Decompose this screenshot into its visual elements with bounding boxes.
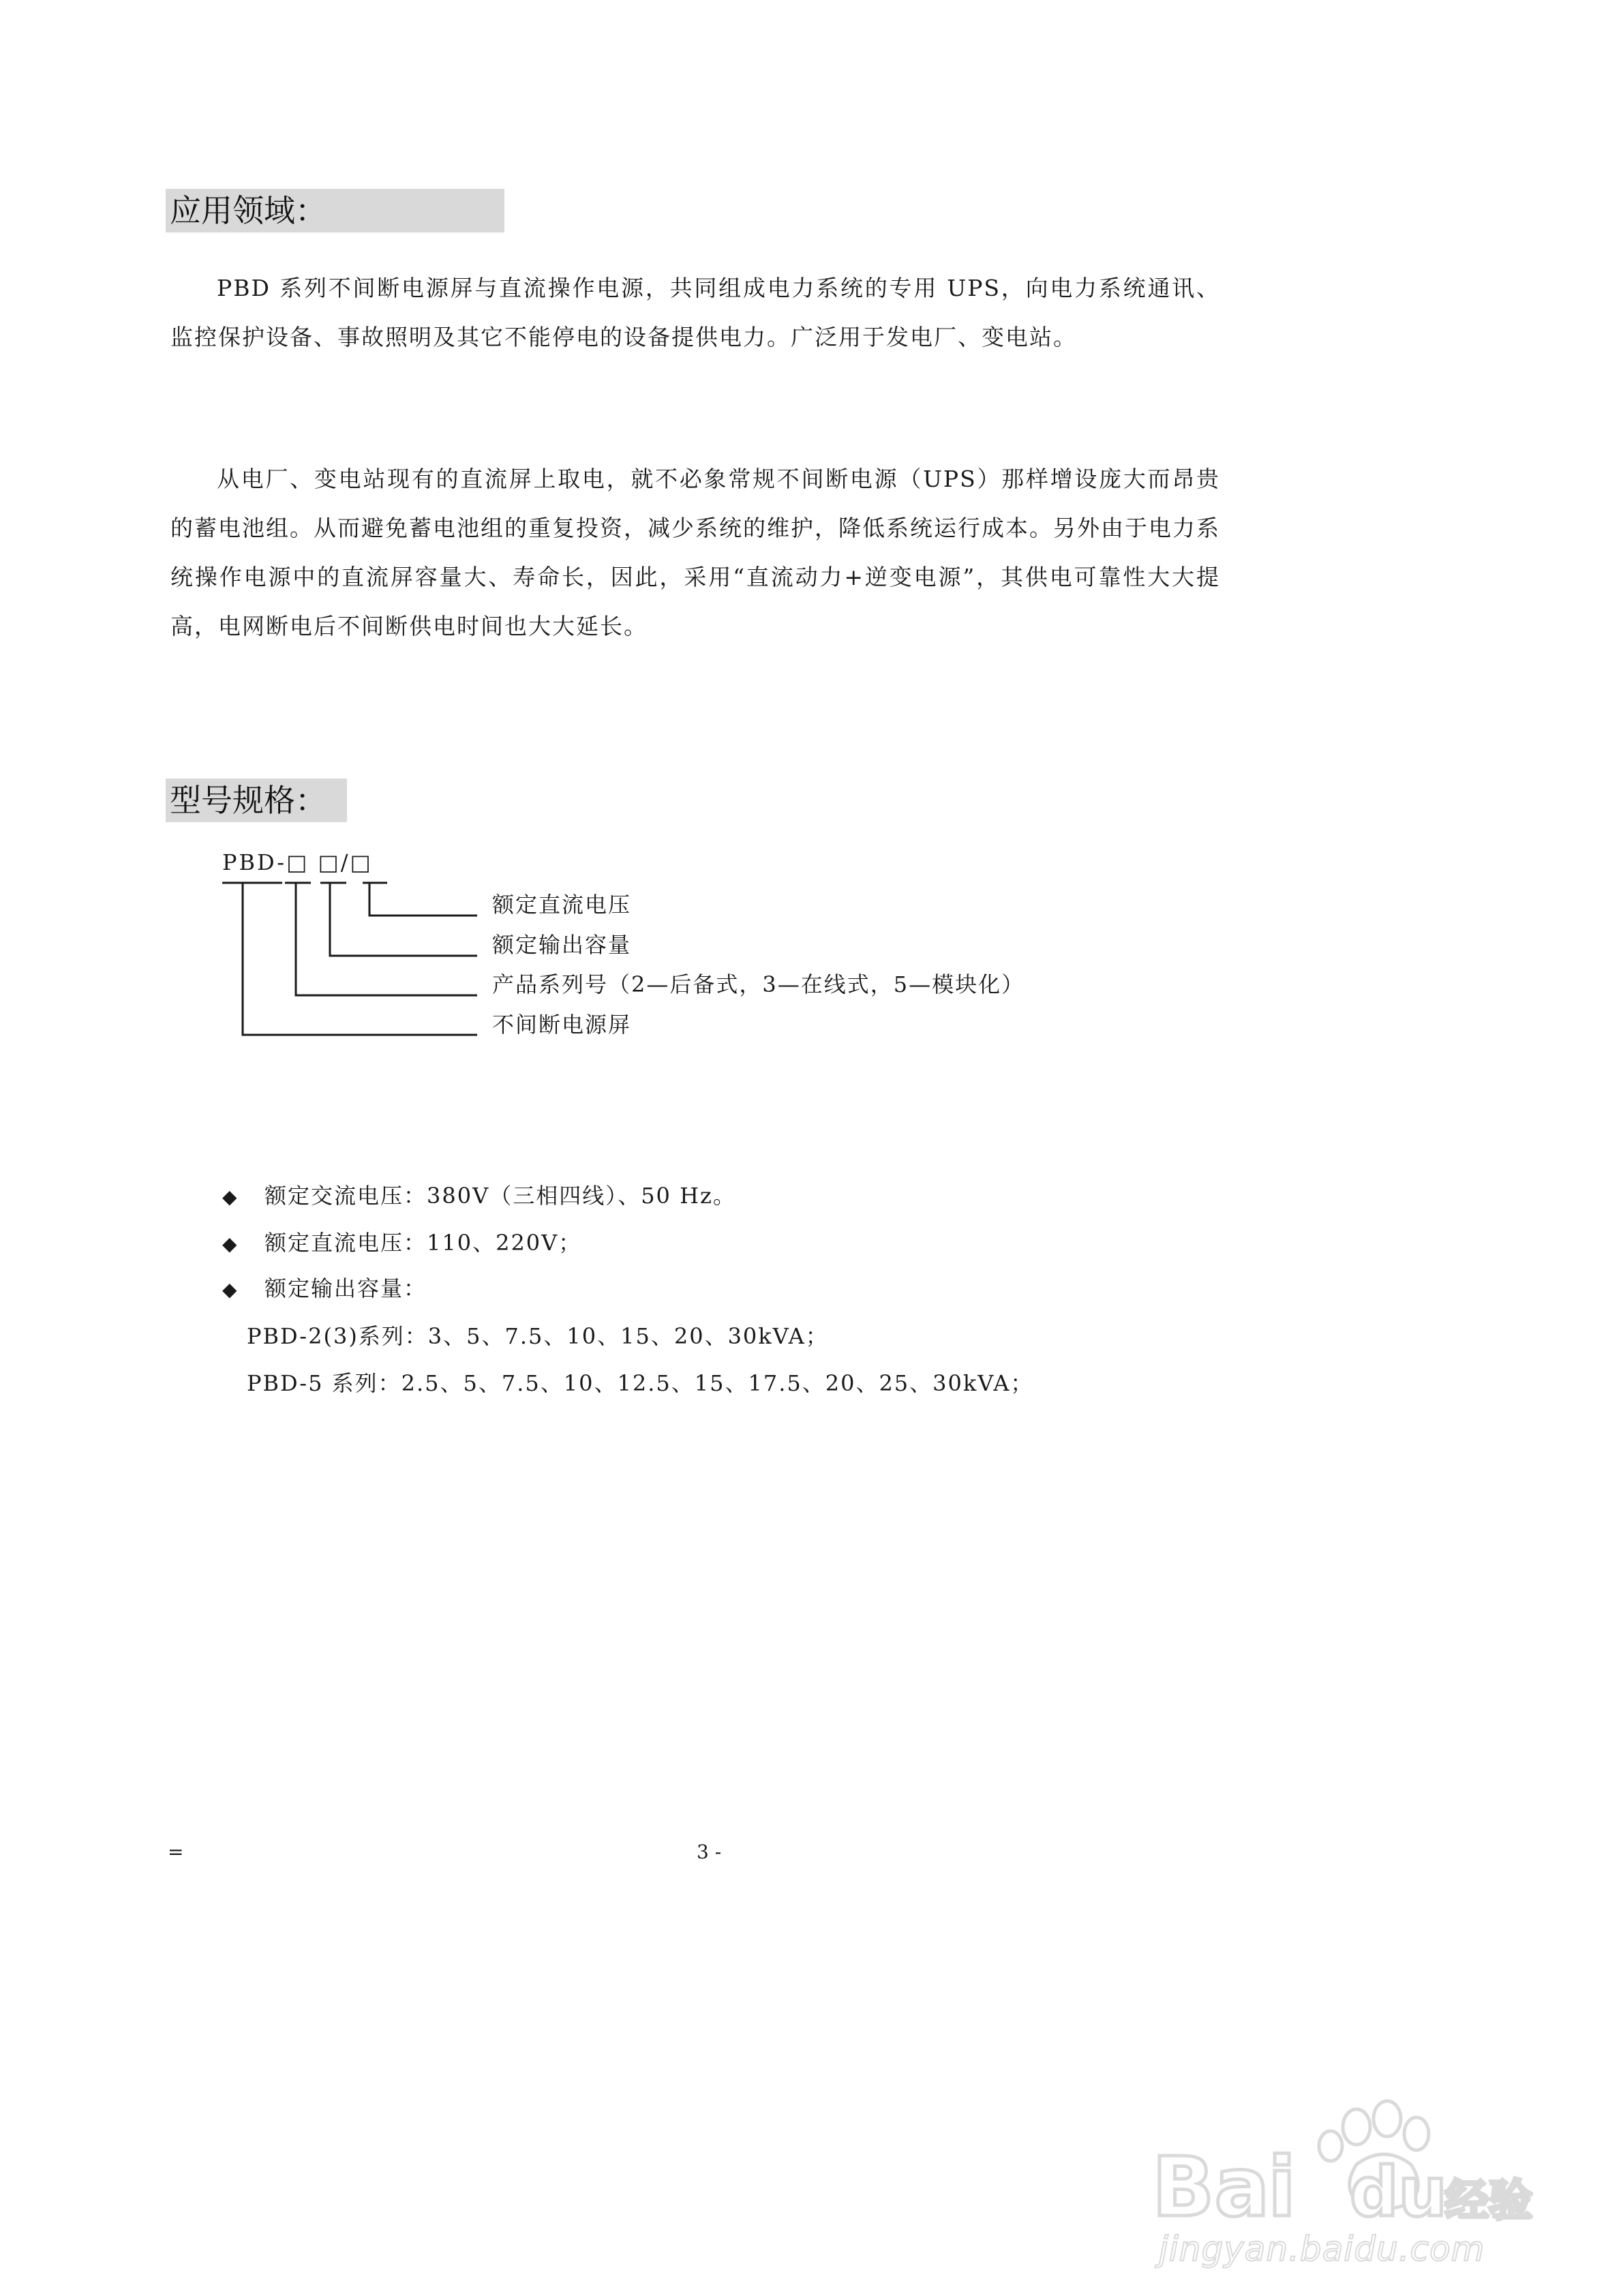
section-heading-application: 应用领域： bbox=[166, 189, 504, 232]
capacity-line-pbd-2-3: PBD-2(3)系列：3、5、7.5、10、15、20、30kVA； bbox=[247, 1323, 829, 1349]
footer-mark: = bbox=[168, 1841, 184, 1863]
spec-item bbox=[222, 1182, 736, 1211]
paragraph-intro: PBD 系列不间断电源屏与直流操作电源，共同组成电力系统的专用 UPS，向电力系统通讯、监控保护设备、事故照明及其它不能停电的设备提供电力。广泛用于发电厂、变电站。 bbox=[170, 275, 1220, 350]
watermark-url: jingyan.baidu.com bbox=[1159, 2229, 1485, 2269]
diamond-bullet-icon: ◆ bbox=[222, 1233, 239, 1255]
spec-item bbox=[222, 1229, 581, 1258]
svg-text:Ba: Ba bbox=[1152, 2141, 1270, 2229]
paragraph-advantages: 从电厂、变电站现有的直流屏上取电，就不必象常规不间断电源（UPS）那样增设庞大而昂贵的蓄电池组。从而避免蓄电池组的重复投资，减少系统的维护，降低系统运行成本。另外由于电力系统操作电源中的直流屏容量大、寿命长，因此，采用“直流动力+逆变电源”，其供电可靠性大大提高，电网断电后不间断供电时间也大大延长。 bbox=[170, 466, 1220, 639]
capacity-line-pbd-5: PBD-5 系列：2.5、5、7.5、10、12.5、15、17.5、20、25、30kVA； bbox=[247, 1370, 1034, 1396]
page-number: 3 - bbox=[697, 1841, 722, 1863]
legend-ups-panel: 不间断电源屏 bbox=[492, 1012, 632, 1038]
svg-text:du: du bbox=[1350, 2152, 1447, 2229]
diamond-bullet-icon: ◆ bbox=[222, 1185, 239, 1208]
bracket-connector-voltage bbox=[369, 883, 477, 916]
legend-output-capacity: 额定输出容量 bbox=[492, 932, 632, 958]
spec-output-capacity: 额定输出容量： bbox=[264, 1275, 427, 1301]
spec-dc-voltage: 额定直流电压：110、220V； bbox=[264, 1230, 582, 1256]
legend-dc-voltage: 额定直流电压 bbox=[492, 892, 632, 918]
baidu-paw-logo-icon bbox=[1152, 2086, 1534, 2229]
legend-series-number: 产品系列号（2—后备式，3—在线式，5—模块化） bbox=[492, 971, 1025, 997]
bracket-connector-ups-panel bbox=[243, 883, 477, 1035]
bracket-connector-capacity bbox=[330, 883, 477, 956]
svg-text:经验: 经验 bbox=[1445, 2176, 1532, 2226]
spec-ac-voltage: 额定交流电压：380V（三相四线）、50 Hz。 bbox=[264, 1183, 736, 1209]
spec-item bbox=[222, 1275, 427, 1303]
model-code: PBD-□ □/□ bbox=[222, 849, 373, 875]
section-heading-model-spec: 型号规格： bbox=[166, 779, 347, 822]
diamond-bullet-icon: ◆ bbox=[222, 1278, 239, 1301]
bracket-connector-series bbox=[296, 883, 477, 995]
svg-text:i: i bbox=[1268, 2141, 1296, 2229]
baidu-jingyan-watermark bbox=[1152, 2059, 1534, 2284]
